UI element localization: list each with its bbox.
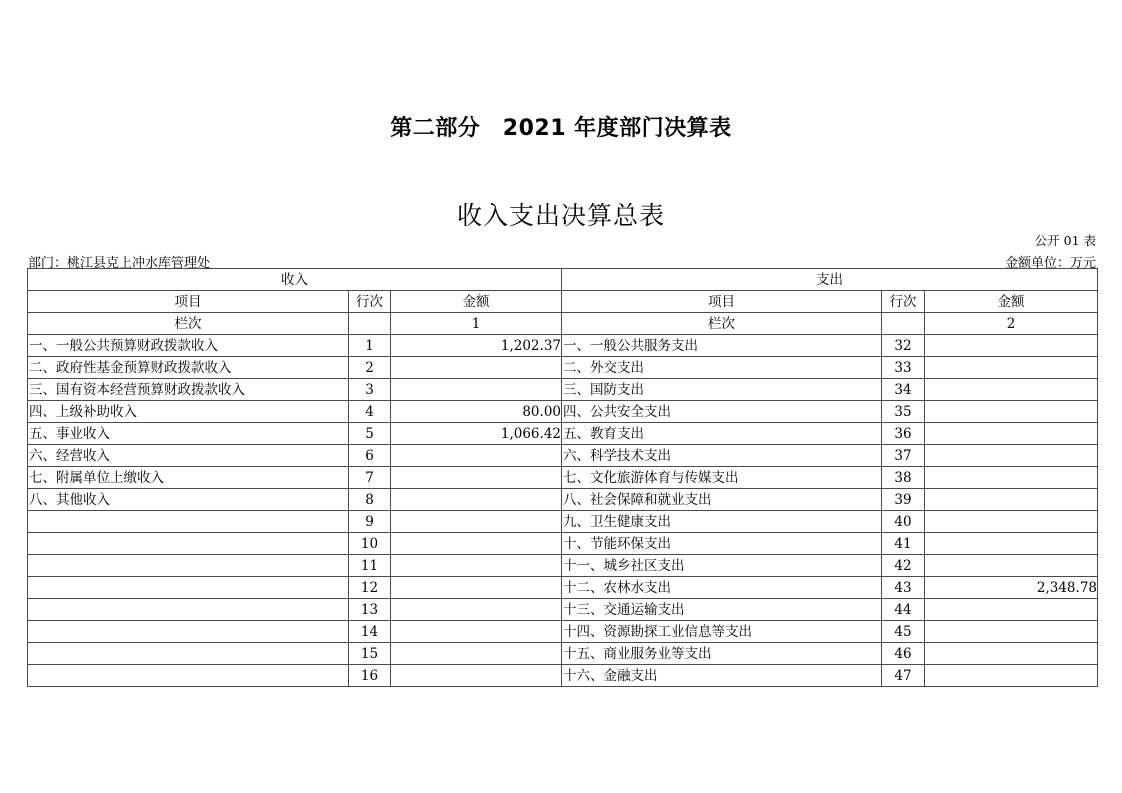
expense-amount-header: 金额 — [925, 291, 1098, 313]
expense-item-cell: 十三、交通运输支出 — [562, 599, 882, 621]
table-row — [28, 467, 1098, 489]
income-amount-cell — [391, 489, 562, 511]
income-section-header: 收入 — [28, 269, 562, 291]
income-item-cell: 八、其他收入 — [28, 489, 349, 511]
expense-amount-cell: 2,348.78 — [925, 577, 1098, 599]
expense-amount-cell — [925, 445, 1098, 467]
income-item-cell — [28, 599, 349, 621]
amount-unit-label: 金额单位：万元 — [1004, 256, 1096, 271]
expense-line-cell: 36 — [882, 423, 925, 445]
expense-amount-cell — [925, 533, 1098, 555]
expense-item-cell: 一、一般公共服务支出 — [562, 335, 882, 357]
table-title: 收入支出决算总表 — [456, 201, 665, 230]
section-header-row — [28, 269, 1098, 291]
expense-amount-cell — [925, 511, 1098, 533]
expense-item-cell: 六、科学技术支出 — [562, 445, 882, 467]
income-line-cell: 13 — [349, 599, 391, 621]
expense-line-cell: 43 — [882, 577, 925, 599]
table-row — [28, 533, 1098, 555]
expense-amount-cell — [925, 467, 1098, 489]
table-row — [28, 401, 1098, 423]
income-line-cell: 1 — [349, 335, 391, 357]
income-amount-cell: 80.00 — [391, 401, 562, 423]
income-line-cell: 7 — [349, 467, 391, 489]
income-item-cell: 一、一般公共预算财政拨款收入 — [28, 335, 349, 357]
income-line-header: 行次 — [349, 291, 391, 313]
income-item-cell: 七、附属单位上缴收入 — [28, 467, 349, 489]
expense-line-blank — [882, 313, 925, 335]
table-row — [28, 665, 1098, 687]
income-column-label: 栏次 — [28, 313, 349, 335]
department-label: 部门：桃江县克上冲水库管理处 — [28, 256, 211, 271]
income-item-cell: 五、事业收入 — [28, 423, 349, 445]
income-item-cell — [28, 511, 349, 533]
expense-item-header: 项目 — [562, 291, 882, 313]
expense-amount-cell — [925, 599, 1098, 621]
income-amount-cell — [391, 533, 562, 555]
income-amount-cell — [391, 379, 562, 401]
table-row — [28, 577, 1098, 599]
income-item-cell — [28, 643, 349, 665]
income-line-cell: 16 — [349, 665, 391, 687]
income-amount-cell — [391, 555, 562, 577]
expense-column-label: 栏次 — [562, 313, 882, 335]
income-amount-cell — [391, 665, 562, 687]
expense-section-header: 支出 — [562, 269, 1098, 291]
expense-column-number: 2 — [925, 313, 1098, 335]
table-row — [28, 379, 1098, 401]
income-amount-cell: 1,066.42 — [391, 423, 562, 445]
expense-line-cell: 41 — [882, 533, 925, 555]
income-line-cell: 14 — [349, 621, 391, 643]
expense-item-cell: 七、文化旅游体育与传媒支出 — [562, 467, 882, 489]
part-title: 第二部分 2021 年度部门决算表 — [390, 116, 732, 141]
expense-amount-cell — [925, 401, 1098, 423]
expense-amount-cell — [925, 379, 1098, 401]
expense-line-cell: 34 — [882, 379, 925, 401]
expense-item-cell: 十四、资源勘探工业信息等支出 — [562, 621, 882, 643]
income-amount-cell: 1,202.37 — [391, 335, 562, 357]
table-row — [28, 643, 1098, 665]
income-amount-cell — [391, 467, 562, 489]
income-amount-header: 金额 — [391, 291, 562, 313]
table-row — [28, 423, 1098, 445]
income-item-header: 项目 — [28, 291, 349, 313]
income-item-cell — [28, 577, 349, 599]
expense-amount-cell — [925, 489, 1098, 511]
expense-line-cell: 47 — [882, 665, 925, 687]
income-line-cell: 15 — [349, 643, 391, 665]
expense-line-cell: 32 — [882, 335, 925, 357]
income-item-cell — [28, 621, 349, 643]
income-line-cell: 5 — [349, 423, 391, 445]
income-item-cell — [28, 555, 349, 577]
income-amount-cell — [391, 577, 562, 599]
expense-line-cell: 35 — [882, 401, 925, 423]
expense-item-cell: 九、卫生健康支出 — [562, 511, 882, 533]
income-line-cell: 12 — [349, 577, 391, 599]
expense-line-cell: 37 — [882, 445, 925, 467]
income-line-cell: 6 — [349, 445, 391, 467]
expense-line-cell: 33 — [882, 357, 925, 379]
income-item-cell — [28, 533, 349, 555]
income-amount-cell — [391, 643, 562, 665]
income-line-cell: 4 — [349, 401, 391, 423]
income-item-cell: 二、政府性基金预算财政拨款收入 — [28, 357, 349, 379]
income-line-cell: 2 — [349, 357, 391, 379]
table-row — [28, 555, 1098, 577]
table-row — [28, 335, 1098, 357]
form-number: 公开 01 表 — [1034, 233, 1096, 248]
expense-amount-cell — [925, 643, 1098, 665]
income-line-cell: 10 — [349, 533, 391, 555]
table-row — [28, 621, 1098, 643]
expense-amount-cell — [925, 357, 1098, 379]
expense-amount-cell — [925, 555, 1098, 577]
column-number-row — [28, 313, 1098, 335]
income-amount-cell — [391, 357, 562, 379]
expense-item-cell: 三、国防支出 — [562, 379, 882, 401]
expense-amount-cell — [925, 335, 1098, 357]
expense-item-cell: 十二、农林水支出 — [562, 577, 882, 599]
expense-amount-cell — [925, 621, 1098, 643]
income-amount-cell — [391, 511, 562, 533]
expense-item-cell: 八、社会保障和就业支出 — [562, 489, 882, 511]
income-item-cell: 六、经营收入 — [28, 445, 349, 467]
income-amount-cell — [391, 621, 562, 643]
expense-item-cell: 十、节能环保支出 — [562, 533, 882, 555]
income-line-cell: 11 — [349, 555, 391, 577]
table-row — [28, 599, 1098, 621]
expense-line-cell: 40 — [882, 511, 925, 533]
expense-item-cell: 十六、金融支出 — [562, 665, 882, 687]
expense-item-cell: 二、外交支出 — [562, 357, 882, 379]
income-item-cell: 三、国有资本经营预算财政拨款收入 — [28, 379, 349, 401]
expense-line-cell: 39 — [882, 489, 925, 511]
income-line-cell: 9 — [349, 511, 391, 533]
expense-line-cell: 42 — [882, 555, 925, 577]
expense-item-cell: 四、公共安全支出 — [562, 401, 882, 423]
expense-line-cell: 46 — [882, 643, 925, 665]
table-row — [28, 511, 1098, 533]
income-line-blank — [349, 313, 391, 335]
income-item-cell — [28, 665, 349, 687]
column-header-row — [28, 291, 1098, 313]
expense-item-cell: 十五、商业服务业等支出 — [562, 643, 882, 665]
income-line-cell: 3 — [349, 379, 391, 401]
expense-line-header: 行次 — [882, 291, 925, 313]
expense-line-cell: 45 — [882, 621, 925, 643]
expense-item-cell: 十一、城乡社区支出 — [562, 555, 882, 577]
income-amount-cell — [391, 599, 562, 621]
expense-amount-cell — [925, 665, 1098, 687]
table-row — [28, 445, 1098, 467]
income-item-cell: 四、上级补助收入 — [28, 401, 349, 423]
income-expense-table — [27, 268, 1098, 687]
table-row — [28, 489, 1098, 511]
income-column-number: 1 — [391, 313, 562, 335]
expense-line-cell: 44 — [882, 599, 925, 621]
expense-line-cell: 38 — [882, 467, 925, 489]
expense-amount-cell — [925, 423, 1098, 445]
income-amount-cell — [391, 445, 562, 467]
expense-item-cell: 五、教育支出 — [562, 423, 882, 445]
income-line-cell: 8 — [349, 489, 391, 511]
table-row — [28, 357, 1098, 379]
